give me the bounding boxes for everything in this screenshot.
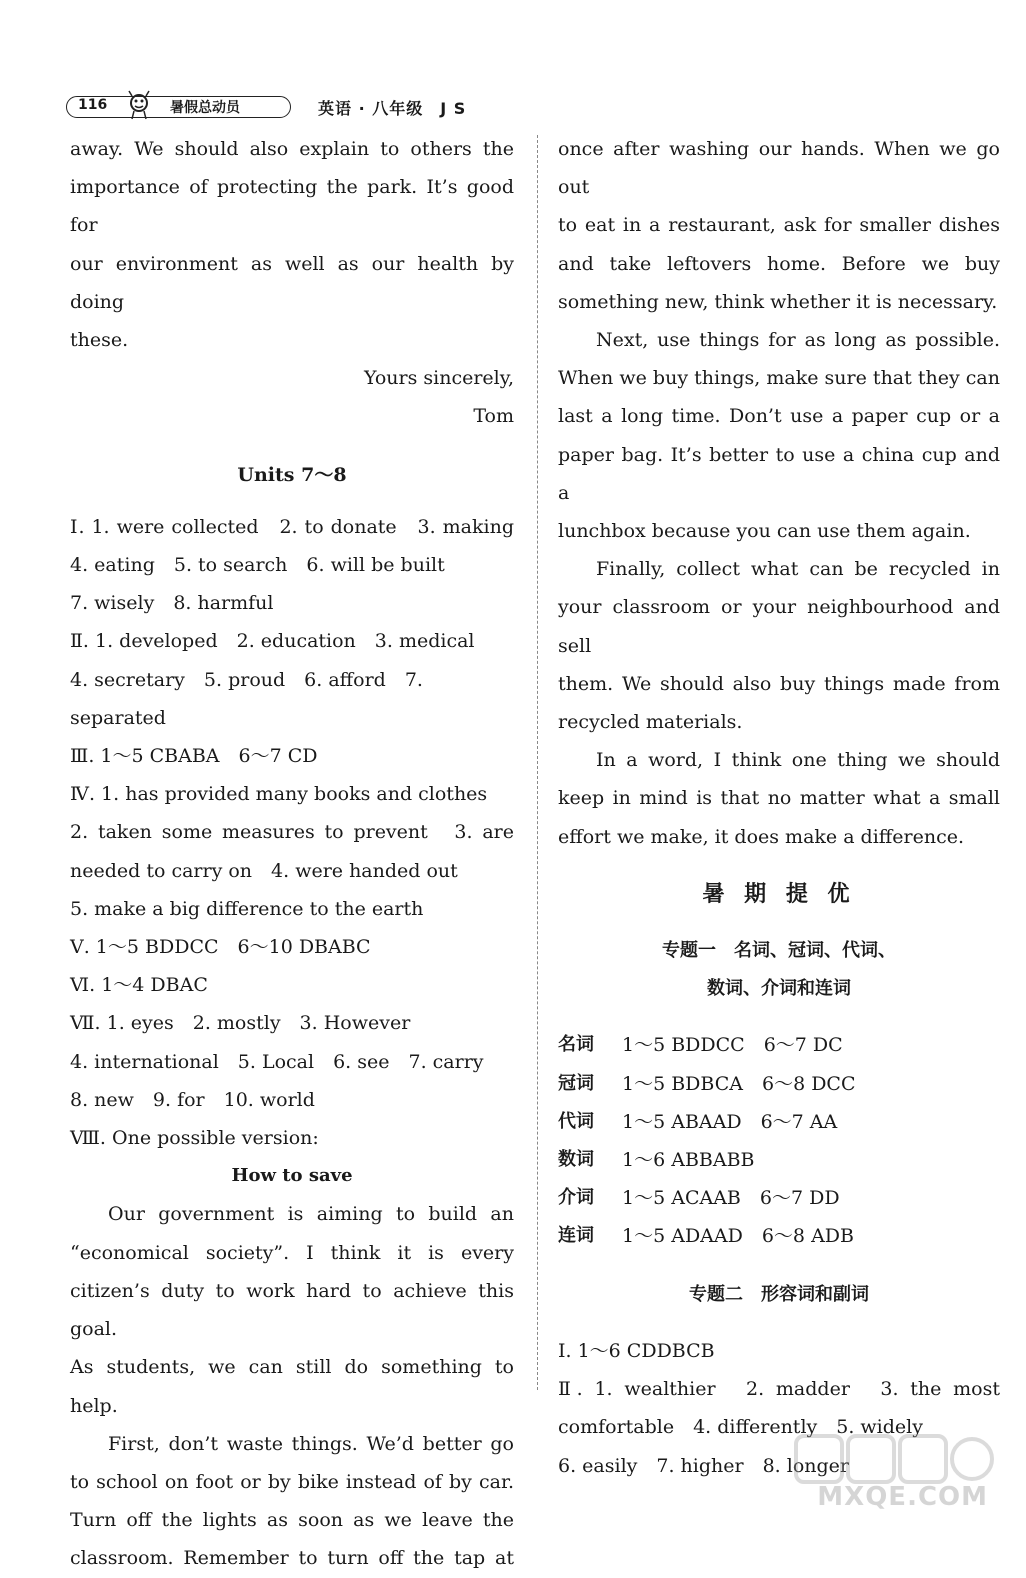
topic1-title-cont: 数词、介词和连词 (707, 978, 851, 1000)
essay-line: last a long time. Don’t use a paper cup or a (558, 405, 1000, 428)
subject-label: 英语 · 八年级 J S (318, 99, 467, 118)
essay-line: Next, use things for as long as possible. (596, 329, 1000, 352)
essay-line: once after washing our hands. When we go out (558, 138, 1000, 199)
watermark (786, 1428, 996, 1518)
essay-line: your classroom or your neighbourhood and sell (558, 596, 1000, 657)
page-header (66, 94, 536, 124)
category-label: 数词 (558, 1149, 594, 1171)
watermark-logo-icon (786, 1428, 996, 1488)
answer-row (558, 1026, 1000, 1064)
answer-line: Ⅴ. 1～5 BDDCC 6～10 DBABC (70, 936, 371, 959)
answer-line: Ⅲ. 1～5 CBABA 6～7 CD (70, 745, 318, 768)
essay-line: When we buy things, make sure that they can (558, 367, 1000, 390)
answer-line: 7. wisely 8. harmful (70, 592, 274, 615)
essay-line: lunchbox because you can use them again. (558, 520, 971, 543)
left-column (70, 130, 514, 1578)
category-answers: 1～5 ABAAD 6～7 AA (622, 1110, 838, 1133)
essay-line: Turn off the lights as soon as we leave the (70, 1509, 514, 1532)
essay-line: paper bag. It’s better to use a china cup and a (558, 443, 1000, 504)
answer-line: Ⅱ. 1. developed 2. education 3. medical (70, 630, 475, 653)
answer-line: Ⅷ. One possible version: (70, 1127, 319, 1150)
answer-row (558, 1179, 1000, 1217)
answer-line: Ⅵ. 1～4 DBAC (70, 974, 208, 997)
watermark-text: MXQE.COM (817, 1482, 988, 1512)
essay-line: Our government is aiming to build an (108, 1203, 514, 1226)
essay-line: As students, we can still do something to help. (70, 1356, 514, 1417)
category-answers: 1～5 BDDCC 6～7 DC (622, 1034, 843, 1057)
essay-line: recycled materials. (558, 711, 743, 734)
answer-line: Ⅱ. 1. wealthier 2. madder 3. the most (558, 1378, 1000, 1401)
essay-line: them. We should also buy things made from (558, 672, 1000, 695)
topic2-title: 专题二 形容词和副词 (689, 1283, 869, 1305)
text-line: our environment as well as our health by doing (70, 252, 514, 313)
answer-line: 4. secretary 5. proud 6. afford 7. separated (70, 668, 423, 729)
answer-row (558, 1217, 1000, 1255)
answer-row (558, 1103, 1000, 1141)
answer-line: 4. international 5. Local 6. see 7. carry (70, 1050, 484, 1073)
page-number: 116 (78, 97, 108, 113)
category-answers: 1～5 ACAAB 6～7 DD (622, 1187, 840, 1210)
answer-line: Ⅰ. 1～6 CDDBCB (558, 1339, 715, 1362)
series-name: 暑假总动员 (170, 100, 240, 116)
answer-line: needed to carry on 4. were handed out (70, 859, 458, 882)
essay-line: citizen’s duty to work hard to achieve this goal. (70, 1279, 514, 1341)
category-label: 冠词 (558, 1072, 594, 1094)
category-label: 代词 (558, 1110, 594, 1132)
essay-line: something new, think whether it is necessary. (558, 290, 998, 313)
answer-line: Ⅶ. 1. eyes 2. mostly 3. However (70, 1012, 411, 1035)
text-line: these. (70, 329, 129, 352)
category-label: 名词 (558, 1034, 594, 1056)
answer-line: 6. easily 7. higher 8. longer (558, 1454, 849, 1477)
answer-line: Ⅳ. 1. has provided many books and clothes (70, 783, 488, 806)
essay-line: and take leftovers home. Before we buy (558, 252, 1000, 275)
section-title: 暑 期 提 优 (702, 881, 856, 907)
answer-line: 4. eating 5. to search 6. will be built (70, 554, 445, 577)
right-column (558, 130, 1000, 1485)
essay-line: effort we make, it does make a difference. (558, 825, 965, 848)
category-answers: 1～5 BDBCA 6～8 DCC (622, 1072, 856, 1095)
answer-row (558, 1141, 1000, 1179)
answer-line: 5. make a big difference to the earth (70, 897, 424, 920)
answer-line: 2. taken some measures to prevent 3. are (70, 821, 514, 844)
essay-line: classroom. Remember to turn off the tap at (70, 1547, 514, 1570)
essay-line: “economical society”. I think it is every (70, 1241, 514, 1264)
category-label: 连词 (558, 1225, 594, 1247)
topic1-title: 专题一 名词、冠词、代词、 (662, 940, 896, 962)
column-divider (537, 135, 538, 1390)
essay-line: to school on foot or by bike instead of by car. (70, 1470, 514, 1493)
mascot-icon (122, 88, 156, 122)
text-line: away. We should also explain to others the (70, 138, 514, 160)
letter-closing: Yours sincerely, (363, 367, 514, 390)
category-answers: 1～6 ABBABB (622, 1149, 755, 1172)
category-answers: 1～5 ADAAD 6～8 ADB (622, 1225, 854, 1248)
essay-line: Finally, collect what can be recycled in (596, 558, 1000, 581)
category-label: 介词 (558, 1187, 594, 1209)
text-line: importance of protecting the park. It’s good for (70, 176, 514, 237)
essay-line: keep in mind is that no matter what a small (558, 787, 1000, 810)
answer-line: comfortable 4. differently 5. widely (558, 1416, 923, 1439)
essay-line: First, don’t waste things. We’d better go (108, 1432, 514, 1455)
answer-row (558, 1065, 1000, 1103)
units-title: Units 7～8 (237, 463, 347, 486)
essay-line: In a word, I think one thing we should (596, 749, 1000, 772)
essay-title: How to save (231, 1165, 353, 1187)
essay-line: to eat in a restaurant, ask for smaller dishes (558, 214, 1000, 237)
letter-signature: Tom (473, 405, 514, 428)
answer-line: Ⅰ. 1. were collected 2. to donate 3. making (70, 515, 514, 538)
answer-line: 8. new 9. for 10. world (70, 1088, 315, 1111)
